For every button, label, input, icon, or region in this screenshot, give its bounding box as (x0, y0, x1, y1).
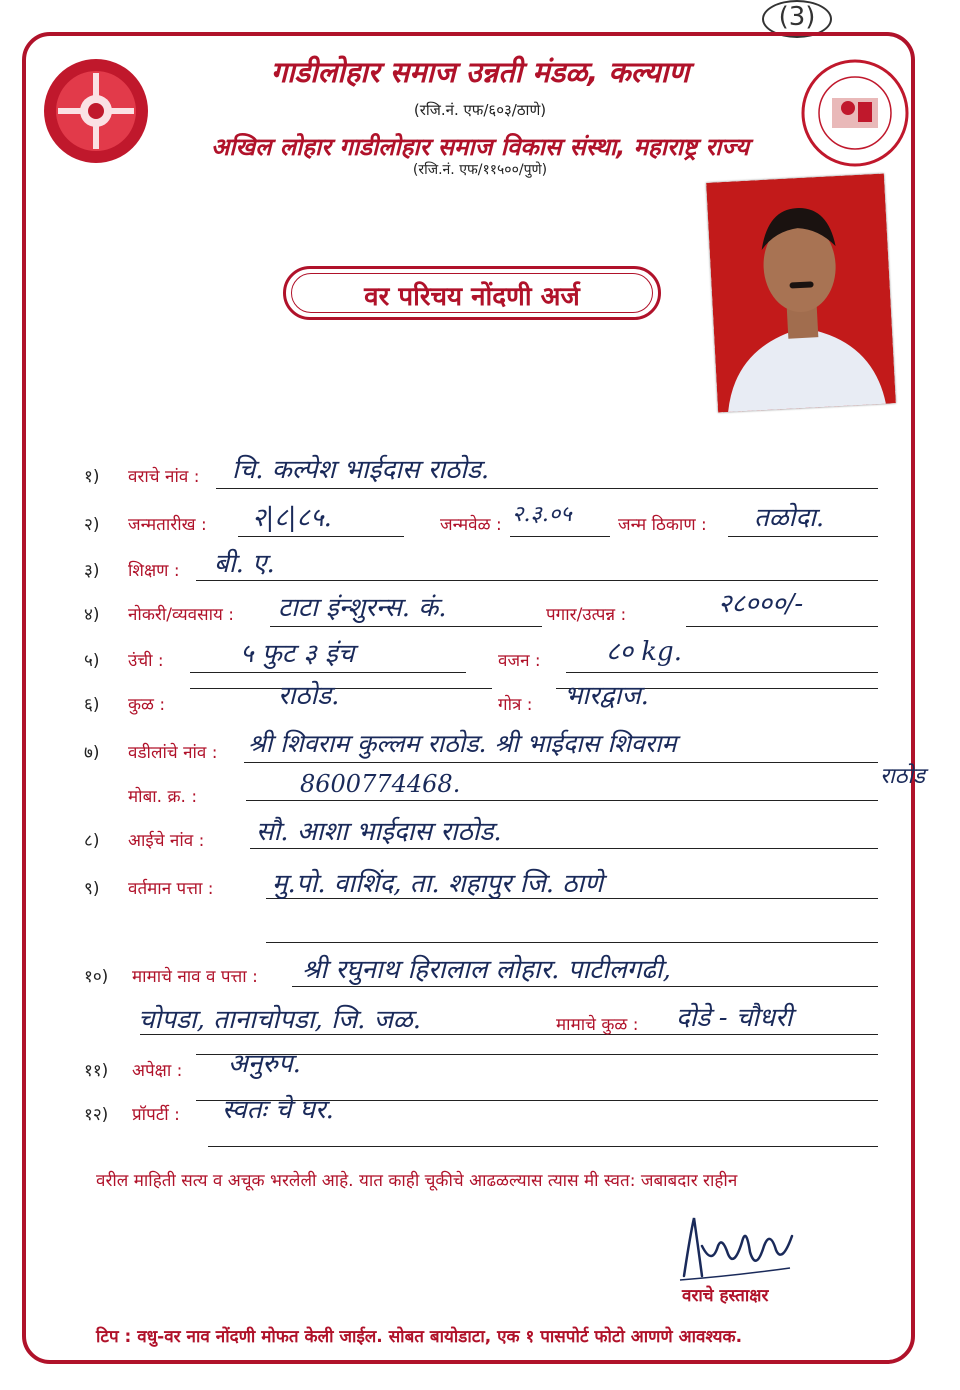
mandal-logo (40, 55, 152, 167)
uncle-label: मामाचे नाव व पत्ता : (132, 967, 258, 987)
field-number: ६) (84, 695, 100, 715)
uncle-clan-value[interactable]: दोडे - चौधरी (676, 1003, 793, 1033)
height-label: उंची : (128, 651, 164, 671)
education-line (196, 580, 878, 581)
address-line-2 (266, 942, 878, 943)
address-value[interactable]: मु.पो. वाशिंद, ता. शहापुर जि. ठाणे (272, 869, 603, 899)
income-value[interactable]: २८०००/- (718, 589, 804, 619)
field-number: ४) (84, 605, 100, 625)
gotra-value[interactable]: भारद्वाज. (564, 681, 649, 711)
mother-name-label: आईचे नांव : (128, 831, 205, 851)
form-title-box (283, 266, 661, 320)
birth-time-line (510, 536, 610, 537)
address-label: वर्तमान पत्ता : (128, 879, 214, 899)
uncle-clan-label: मामाचे कुळ : (556, 1015, 639, 1035)
education-value[interactable]: बी. ए. (214, 549, 275, 579)
income-line (686, 626, 878, 627)
birth-place-value[interactable]: तळोदा. (754, 503, 825, 533)
declaration: वरील माहिती सत्य व अचूक भरलेली आहे. यात काही चूकीचे आढळल्यास त्यास मी स्वत: जबाबदार राहीन (96, 1171, 738, 1191)
dob-value[interactable]: २|८|८५. (252, 503, 332, 533)
birth-place-line (728, 536, 878, 537)
tip-note: टिप : वधु-वर नाव नोंदणी मोफत केली जाईल. सोबत बायोडाटा, एक १ पासपोर्ट फोटो आणणे आवश्यक. (96, 1327, 743, 1347)
org1-title: गाडीलोहार समाज उन्नती मंडळ, कल्याण (270, 55, 690, 89)
groom-signature (672, 1206, 802, 1286)
field-number: ९) (84, 879, 100, 899)
property-label: प्रॉपर्टी : (132, 1105, 180, 1125)
mother-name-value[interactable]: सौ. आशा भाईदास राठोड. (256, 817, 502, 847)
groom-name-line (216, 488, 878, 489)
uncle-value[interactable]: श्री रघुनाथ हिरालाल लोहार. पाटीलगढी, (302, 955, 671, 985)
height-line (190, 672, 466, 673)
occupation-label: नोकरी/व्यवसाय : (128, 605, 234, 625)
org1-reg: (रजि.नं. एफ/६०३/ठाणे) (413, 101, 547, 119)
field-number: १२) (84, 1105, 109, 1125)
signature-label: वराचे हस्ताक्षर (682, 1286, 769, 1306)
father-name-line (244, 762, 878, 763)
uncle-line (292, 986, 878, 987)
field-number: १) (84, 467, 100, 487)
birth-time-label: जन्मवेळ : (440, 515, 502, 535)
field-number: ११) (84, 1061, 109, 1081)
form-title: वर परिचय नोंदणी अर्ज (364, 282, 580, 312)
groom-name-value[interactable]: चि. कल्पेश भाईदास राठोड. (232, 455, 490, 485)
field-number: १०) (84, 967, 109, 987)
mobile-value[interactable]: 8600774468. (300, 770, 461, 798)
uncle-value-continued: चोपडा, तानाचोपडा, जि. जळ. (138, 1005, 421, 1035)
passport-photo (706, 173, 896, 412)
sanstha-seal (800, 58, 910, 168)
org2-reg: (रजि.नं. एफ/११५००/पुणे) (412, 162, 548, 178)
field-number: २) (84, 515, 100, 535)
clan-label: कुळ : (128, 695, 166, 715)
clan-line (190, 688, 492, 689)
birth-place-label: जन्म ठिकाण : (618, 515, 707, 535)
height-value[interactable]: ५ फुट ३ इंच (240, 639, 355, 669)
education-label: शिक्षण : (128, 561, 180, 581)
org2-title: अखिल लोहार गाडीलोहार समाज विकास संस्था, महाराष्ट्र राज्य (210, 133, 750, 161)
father-name-value[interactable]: श्री शिवराम कुल्लम राठोड. श्री भाईदास शिवराम (248, 729, 677, 758)
uncle-clan-line (664, 1034, 878, 1035)
father-name-label: वडीलांचे नांव : (128, 743, 218, 763)
dob-label: जन्मतारीख : (128, 515, 207, 535)
gotra-label: गोत्र : (498, 695, 533, 715)
field-number: ५) (84, 651, 100, 671)
weight-label: वजन : (498, 651, 541, 671)
mother-name-line (250, 848, 878, 849)
expectation-label: अपेक्षा : (132, 1061, 183, 1081)
expectation-value[interactable]: अनुरुप. (228, 1049, 301, 1079)
mobile-label: मोबा. क्र. : (128, 787, 198, 807)
father-name-continued: राठोड (880, 764, 925, 789)
property-line-2 (208, 1146, 878, 1147)
field-number: ३) (84, 561, 100, 581)
groom-name-label: वराचे नांव : (128, 467, 200, 487)
property-value[interactable]: स्वतः चे घर. (222, 1095, 334, 1125)
page-number: (3) (762, 0, 832, 38)
occupation-line (270, 626, 542, 627)
income-label: पगार/उत्पन्न : (546, 605, 627, 625)
mobile-line (246, 800, 878, 801)
field-number: ७) (84, 743, 100, 763)
birth-time-value[interactable]: २.३.०५ (512, 502, 572, 527)
field-number: ८) (84, 831, 100, 851)
occupation-value[interactable]: टाटा इंन्शुरन्स. कं. (278, 593, 447, 623)
weight-line (566, 672, 878, 673)
dob-line (238, 536, 404, 537)
clan-value[interactable]: राठोड. (278, 681, 340, 711)
weight-value[interactable]: ८० kg. (606, 637, 682, 667)
